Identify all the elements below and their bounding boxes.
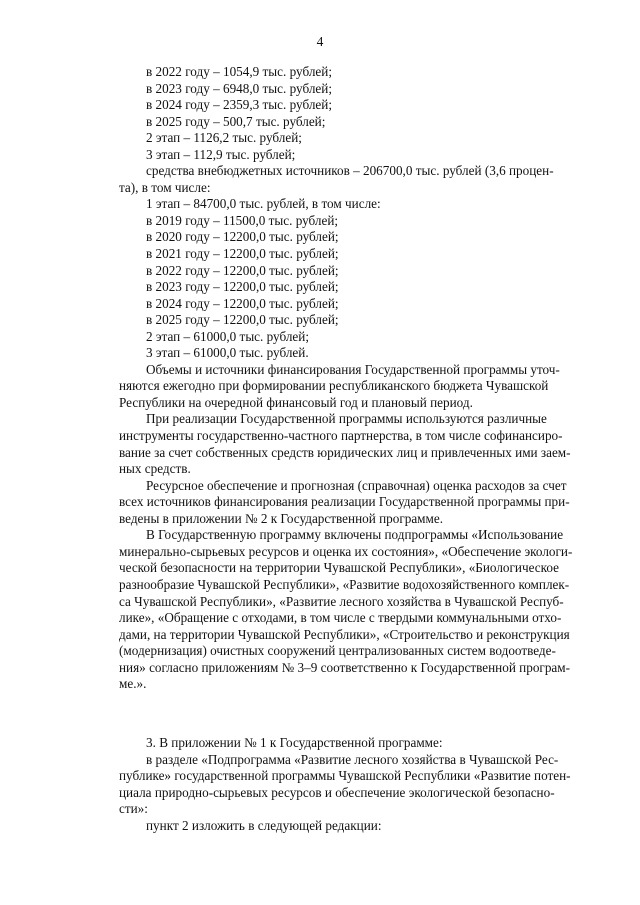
text-line: средства внебюджетных источников – 206700,0 тыс. рублей (3,6 процен- xyxy=(146,163,554,179)
text-line: В Государственную программу включены подпрограммы «Использование xyxy=(146,527,564,543)
text-line: (модернизация) очистных сооружений централизованных систем водоотведе- xyxy=(119,643,556,659)
text-line: сти»: xyxy=(119,801,148,817)
text-line: минерально-сырьевых ресурсов и оценка их состояния», «Обеспечение экологи- xyxy=(119,543,573,559)
text-line: 3 этап – 112,9 тыс. рублей; xyxy=(146,146,296,162)
text-line: лике», «Обращение с отходами, в том числе с твердыми коммунальными отхо- xyxy=(119,610,562,626)
text-line: Ресурсное обеспечение и прогнозная (справочная) оценка расходов за счет xyxy=(146,477,567,493)
text-line: в 2023 году – 6948,0 тыс. рублей; xyxy=(146,80,332,96)
text-line: няются ежегодно при формировании республиканского бюджета Чувашской xyxy=(119,378,549,394)
text-line: ных средств. xyxy=(119,461,191,477)
text-line: ме.». xyxy=(119,676,147,692)
text-line: 1 этап – 84700,0 тыс. рублей, в том числе: xyxy=(146,196,381,212)
text-line: в 2024 году – 2359,3 тыс. рублей; xyxy=(146,97,332,113)
page-number: 4 xyxy=(316,34,324,49)
text-line: пункт 2 изложить в следующей редакции: xyxy=(146,817,382,833)
text-line: в разделе «Подпрограмма «Развитие лесного хозяйства в Чувашской Рес- xyxy=(146,751,559,767)
text-line: в 2021 году – 12200,0 тыс. рублей; xyxy=(146,246,339,262)
text-line: в 2020 году – 12200,0 тыс. рублей; xyxy=(146,229,339,245)
text-line: При реализации Государственной программы используются различные xyxy=(146,411,547,427)
text-line: в 2019 году – 11500,0 тыс. рублей; xyxy=(146,212,339,228)
text-line: разнообразие Чувашской Республики», «Развитие водохозяйственного комплек- xyxy=(119,576,570,592)
text-line: ческой безопасности на территории Чувашской Республики», «Биологическое xyxy=(119,560,560,576)
text-line: всех источников финансирования реализации Государственной программы при- xyxy=(119,494,570,510)
text-line: публике» государственной программы Чувашской Республики «Развитие потен- xyxy=(119,768,571,784)
text-line: дами, на территории Чувашской Республики», «Строительство и реконструкция xyxy=(119,626,570,642)
text-line: в 2022 году – 1054,9 тыс. рублей; xyxy=(146,64,332,79)
document-body xyxy=(119,64,573,834)
text-line: в 2025 году – 500,7 тыс. рублей; xyxy=(146,113,326,129)
text-line: в 2023 году – 12200,0 тыс. рублей; xyxy=(146,279,339,295)
text-line: та), в том числе: xyxy=(119,179,211,195)
text-line: 2 этап – 1126,2 тыс. рублей; xyxy=(146,130,302,146)
paragraph-gap xyxy=(119,706,519,722)
text-line: в 2022 году – 12200,0 тыс. рублей; xyxy=(146,262,339,278)
text-line: са Чувашской Республики», «Развитие лесного хозяйства в Чувашской Респуб- xyxy=(119,593,564,609)
text-line: в 2024 году – 12200,0 тыс. рублей; xyxy=(146,295,339,311)
text-line: 3. В приложении № 1 к Государственной программе: xyxy=(146,735,443,751)
text-line: вание за счет собственных средств юридических лиц и привлеченных ими заем- xyxy=(119,444,571,460)
text-line: 3 этап – 61000,0 тыс. рублей. xyxy=(146,345,309,361)
text-line: ния» согласно приложениям № 3–9 соответственно к Государственной програм- xyxy=(119,659,571,675)
text-line: инструменты государственно-частного партнерства, в том числе софинансиро- xyxy=(119,428,563,444)
text-line: Объемы и источники финансирования Государственной программы уточ- xyxy=(146,361,560,377)
text-line: ведены в приложении № 2 к Государственной программе. xyxy=(119,510,444,526)
text-line: в 2025 году – 12200,0 тыс. рублей; xyxy=(146,312,339,328)
text-line: Республики на очередной финансовый год и плановый период. xyxy=(119,394,473,410)
text-line: 2 этап – 61000,0 тыс. рублей; xyxy=(146,328,310,344)
text-line: циала природно-сырьевых ресурсов и обеспечение экологической безопасно- xyxy=(119,784,555,800)
